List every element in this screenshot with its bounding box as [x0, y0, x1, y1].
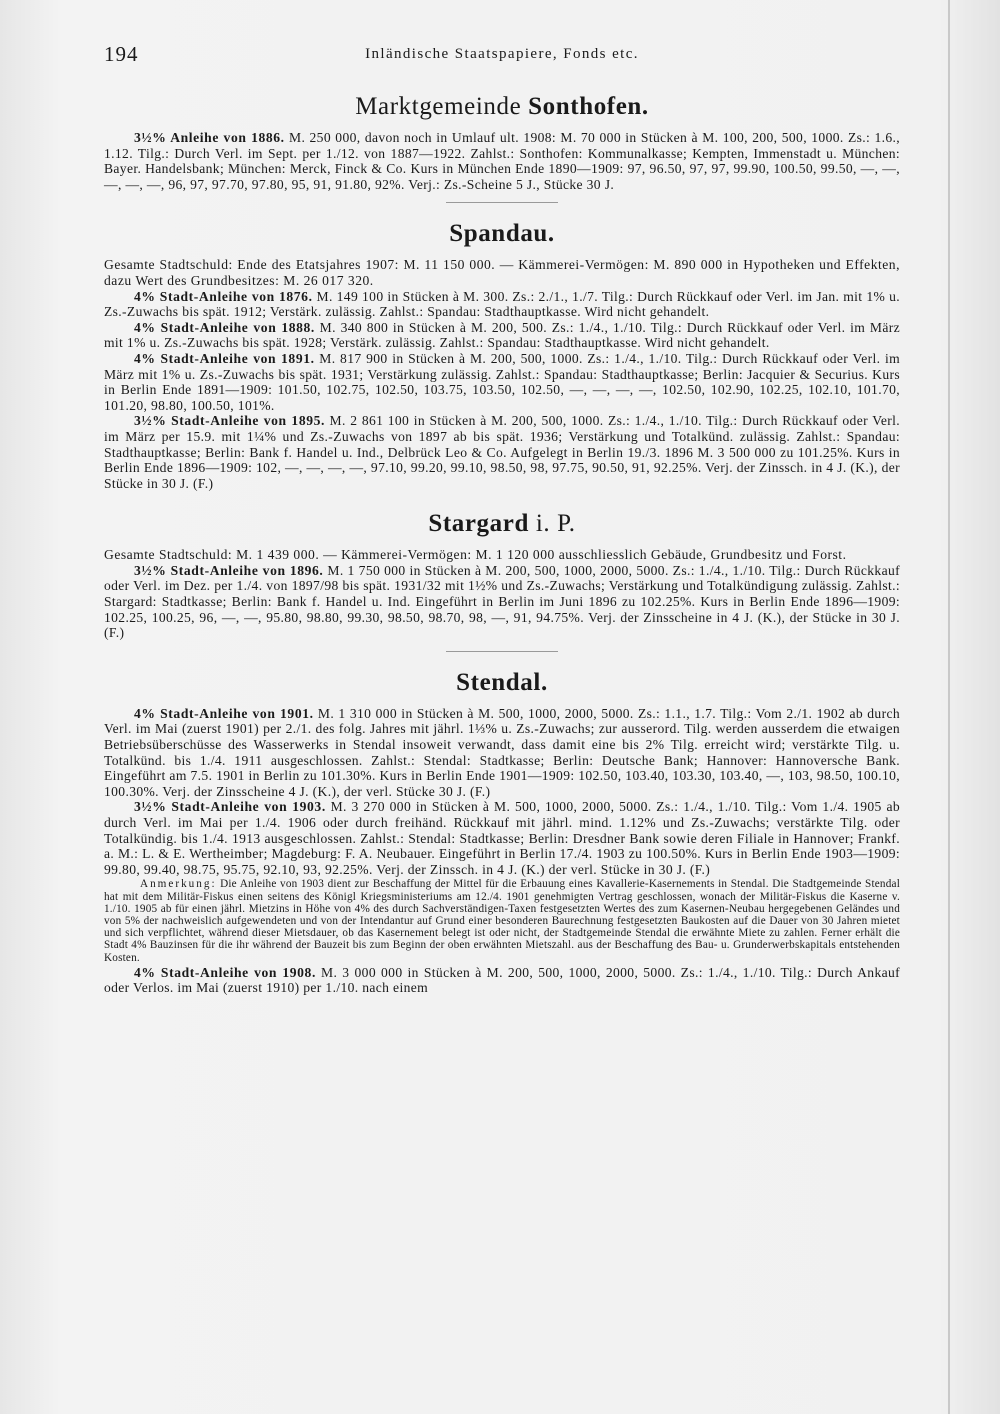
entry-text: M. 340 800 in Stücken à M. 200, 500. Zs.: 1./4., 1./10. Tilg.: Durch Rückkauf oder Verl. im März mit 1% u. Zs.-Zuwachs bis spät. 1928; Verstärk. zulässig. Zahlst.: Spandau: Stadthauptkasse. Wird nicht gehandelt. — [104, 319, 900, 351]
title-spandau: Spandau. — [449, 220, 555, 248]
section-divider — [446, 651, 558, 652]
entry-heading: 3½% Stadt-Anleihe von 1896. — [134, 562, 324, 578]
entry-stendal-1903 — [104, 799, 900, 877]
entry-heading: 3½% Stadt-Anleihe von 1895. — [134, 413, 326, 429]
entry-text: M. 817 900 in Stücken à M. 200, 500, 1000. Zs.: 1./4., 1./10. Tilg.: Durch Rückkauf oder Verl. im März mit 1% u. Zs.-Zuwachs bis spät. 1931; Verstärkung zulässig. Zahlst.: Spandau: Stadthauptkasse; Berlin: Jacquier & Securius. Kurs in Berlin Ende 1891—1909: 101.50, 102.75, 102.50, 103.75, 103.50, 102.50, —, —, —, —, 102.50, 102.90, 102.25, 102.10, 101.70, 101.20, 98.80, 100.50, 101%. — [104, 350, 901, 413]
entry-stendal-1901 — [104, 706, 900, 800]
entry-text: M. 1 750 000 in Stücken à M. 200, 500, 1000, 2000, 5000. Zs.: 1./4., 1./10. Tilg.: Durch Rückkauf oder Verl. im Dez. per 1./4. von 1897/98 bis spät. 1931/32 mit 1½% und Zs.-Zuwachs; Verstärkung und Totalkündigung zulässig. Zahlst.: Stargard: Stadtkasse; Berlin: Bank f. Handel u. Ind. Eingeführt in Berlin im Juni 1896 zu 102.25%. Kurs in Berlin Ende 1896—1909: 102.25, 100.25, 96, —, —, 95.80, 98.80, 99.30, 98.50, 98.70, 98, —, 91, 94.75%. Verj. der Zinsscheine in 4 J. (K.), der Stücke in 30 J. (F.) — [104, 562, 900, 641]
page-content — [104, 86, 900, 996]
footnote-stendal — [104, 878, 900, 963]
binding-edge — [948, 0, 950, 1414]
entry-text: M. 3 000 000 in Stücken à M. 200, 500, 1000, 2000, 5000. Zs.: 1./4., 1./10. Tilg.: Durch Ankauf oder Verlos. im Mai (zuerst 1910) per 1./10. nach einem — [104, 964, 900, 996]
section-title-stendal — [104, 668, 900, 698]
entry-heading: 3½% Anleihe von 1886. — [134, 130, 285, 145]
note-label: Anmerkung: — [140, 878, 217, 891]
entry-spandau-1888 — [104, 320, 900, 351]
entry-text: M. 149 100 in Stücken à M. 300. Zs.: 2./1., 1./7. Tilg.: Durch Rückkauf oder Verl. im Jan. mit 1% u. Zs.-Zuwachs bis spät. 1912; Verstärk. zulässig. Zahlst.: Spandau: Stadthauptkasse. Wird nicht gehandelt. — [104, 288, 901, 320]
summary-stargard: Gesamte Stadtschuld: M. 1 439 000. — Kämmerei-Vermögen: M. 1 120 000 ausschliesslich Gebäude, Grundbesitz und Forst. — [104, 547, 847, 563]
entry-spandau-1895 — [104, 413, 900, 491]
title-stendal: Stendal. — [456, 668, 548, 696]
entry-text: M. 3 270 000 in Stücken à M. 500, 1000, 2000, 5000. Zs.: 1./4., 1./10. Tilg.: Vom 1./4. 1905 ab durch Verl. im Mai per 1./4. 1906 oder durch freihänd. Rückkauf mit jährl. mind. 1.12% und Zs.-Zuwachs; verstärkte Tilg. oder Totalkündig. bis 1./4. 1913 ausgeschlossen. Zahlst.: Stendal: Stadtkasse; Berlin: Dresdner Bank sowie deren Filiale in Hannover; Frankf. a. M.: L. & E. Wertheimber; Magdeburg: F. A. Neubauer. Eingeführt in Berlin 17./4. 1903 zu 100.50%. Kurs in Berlin Ende 1903—1909: 99.80, 99.40, 98.75, 95.75, 92.10, 93, 92.25%. Verj. der Zinssch. in 4 J. (K.) der verl. Stücke in 30 J. (F.) — [104, 799, 900, 877]
entry-spandau-1876 — [104, 289, 900, 320]
entry-spandau-1891 — [104, 351, 900, 413]
page-number: 194 — [104, 42, 139, 66]
entry-stendal-1908 — [104, 965, 900, 996]
summary-spandau: Gesamte Stadtschuld: Ende des Etatsjahres 1907: M. 11 150 000. — Kämmerei-Vermögen: M. 890 000 in Hypotheken und Effekten, dazu Wert des Grundbesitzes: M. 26 017 320. — [104, 257, 900, 288]
entry-heading: 4% Stadt-Anleihe von 1901. — [134, 705, 314, 721]
entry-stargard-1896 — [104, 563, 900, 641]
entry-heading: 4% Stadt-Anleihe von 1908. — [134, 964, 316, 980]
title-sonthofen-bold: Sonthofen. — [528, 93, 649, 120]
section-title-stargard — [104, 509, 900, 539]
entry-text: M. 2 861 100 in Stücken à M. 200, 500, 1000. Zs.: 1./4., 1./10. Tilg.: Durch Rückkauf oder Verl. im März per 15.9. mit 1¼% und Zs.-Zuwachs von 1897 ab bis spät. 1936; Verstärkung und Totalkünd. zulässig. Zahlst.: Spandau: Stadthauptkasse; Berlin: Bank f. Handel u. Ind., Delbrück Leo & Co. Aufgelegt in Berlin 19./3. 1896 M. 3 500 000 zu 101.25%. Kurs in Berlin Ende 1896—1909: 102, —, —, —, —, 97.10, 99.20, 99.10, 98.50, 98, 97.75, 90.50, 91, 92.25%. Verj. der Zinssch. in 4 J. (K.), der Stücke in 30 J. (F.) — [104, 413, 900, 491]
section-title-sonthofen — [104, 92, 900, 122]
running-head: Inländische Staatspapiere, Fonds etc. — [365, 46, 639, 62]
entry-heading: 4% Stadt-Anleihe von 1888. — [134, 319, 315, 335]
entry-sonthofen-1886 — [104, 130, 900, 192]
section-divider — [446, 202, 558, 203]
entry-heading: 4% Stadt-Anleihe von 1876. — [134, 288, 313, 304]
note-text: Die Anleihe von 1903 dient zur Beschaffung der Mittel für die Erbauung eines Kavallerie-Kasernements in Stendal. Die Stadtgemeinde Stendal hat mit dem Militär-Fiskus einen seitens des Königl Kriegsministeriums am 12./4. 1901 genehmigten Vertrag geschlossen, wonach der Militär-Fiskus die Kaserne v. 1./10. 1905 ab für einen jährl. Mietzins in Höhe von 4% des durch Sachverständigen-Taxen festgesetzten Wertes des zum Kasernen-Neubau hergegebenen Geländes und von 5% der nachweislich aufgewendeten und von der Intendantur auf Grund einer besonderen Baurechnung festgesetzten Baukosten auf die Dauer von 30 Jahren mietet und sich verpflichtet, während dieser Mietsdauer, ob das Kasernement belegt ist oder nicht, der Stadtgemeinde Stendal die erwähnte Miete zu zahlen. Ferner erhält die Stadt 4% Bauzinsen für die ihr während der Bauzeit bis zum Beginn der oben erwähnten Mietszahl. aus der Beschaffung des Bau- u. Grunderwerbskapitals entstehenden Kosten. — [104, 878, 900, 964]
title-stargard-bold: Stargard — [428, 510, 529, 538]
page-header — [104, 42, 900, 70]
entry-text: M. 1 310 000 in Stücken à M. 500, 1000, 2000, 5000. Zs.: 1.1., 1.7. Tilg.: Vom 2./1. 1902 ab durch Verl. im Mai (zuerst 1901) per 2./1. des folg. Jahres mit jährl. 1⅓% u. Zs.-Zuwachs; zur ausserord. Tilg. werden ausserdem die etwaigen Betriebsüberschüsse des Wasserwerks in Stendal insoweit verwandt, dass damit eine bis 2% Tilg. erreicht wird; verstärkte Tilg. u. Totalkünd. bis 1./4. 1911 ausgeschlossen. Zahlst.: Stendal: Stadtkasse; Berlin: Deutsche Bank; Hannover: Hannoversche Bank. Eingeführt am 7.5. 1901 in Berlin zu 101.30%. Kurs in Berlin Ende 1901—1909: 102.50, 103.40, 103.30, 103.40, —, 103, 98.50, 100.10, 100.30%. Verj. der Zinsscheine 4 J. (K.), der verl. Stücke 30 J. (F.) — [104, 705, 900, 799]
entry-heading: 4% Stadt-Anleihe von 1891. — [134, 350, 315, 366]
entry-text: M. 250 000, davon noch in Umlauf ult. 1908: M. 70 000 in Stücken à M. 100, 200, 500, 1000. Zs.: 1.6., 1.12. Tilg.: Durch Verl. im Sept. per 1./12. von 1887—1922. Zahlst.: Sonthofen: Kommunalkasse; Kempten, Immenstadt u. München: Bayer. Handelsbank; München: Merck, Finck & Co. Kurs in München Ende 1890—1909: 97, 96.50, 97, 97, 99.90, 100.50, 99.50, —, —, —, —, —, 96, 97, 97.70, 97.80, 95, 91, 91.80, 92%. Verj.: Zs.-Scheine 5 J., Stücke 30 J. — [104, 130, 900, 192]
title-stargard-plain: i. P. — [535, 510, 576, 538]
section-title-spandau — [104, 219, 900, 249]
entry-heading: 3½% Stadt-Anleihe von 1903. — [134, 799, 326, 815]
title-sonthofen-plain: Marktgemeinde — [355, 93, 522, 120]
